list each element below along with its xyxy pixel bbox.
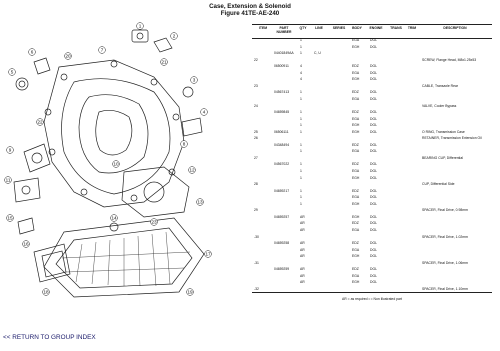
- cell-engine: DGL: [370, 227, 377, 232]
- cell-qty: 1: [300, 44, 302, 49]
- cell-body: EDZ: [352, 267, 359, 272]
- cell-item: -30: [254, 234, 259, 239]
- cell-qty: 1: [300, 162, 302, 167]
- cell-body: EGH: [352, 175, 360, 180]
- cell-body: EDZ: [352, 188, 359, 193]
- cell-qty: 1: [300, 110, 302, 115]
- svg-text:21: 21: [161, 59, 167, 65]
- svg-text:20: 20: [65, 53, 71, 59]
- cell-engine: DGL: [370, 123, 377, 128]
- col-line: LINE: [315, 26, 323, 30]
- col-series: SERIES: [332, 26, 346, 30]
- svg-text:7: 7: [100, 47, 104, 53]
- cell-part-number: 04659217: [274, 188, 290, 193]
- table-row: [252, 228, 492, 235]
- callout-18: [43, 289, 50, 296]
- callout-16: [23, 241, 30, 248]
- callout-17: [205, 251, 212, 258]
- cell-part-number: 04659259: [274, 267, 290, 272]
- cell-qty: 4: [300, 64, 302, 69]
- cell-engine: DGL: [370, 129, 377, 134]
- page-title: Case, Extension & Solenoid: [209, 3, 291, 10]
- cell-engine: DGL: [370, 267, 377, 272]
- table-divider: [252, 292, 492, 293]
- cell-engine: DGL: [370, 96, 377, 101]
- col-trim: TRIM: [407, 26, 417, 30]
- cell-part-number: 04567022: [274, 162, 290, 167]
- cell-body: EGH: [352, 201, 360, 206]
- cell-qty: 1: [300, 149, 302, 154]
- transaxle-case: [44, 60, 184, 207]
- cell-body: EGH: [352, 129, 360, 134]
- col-item: ITEM: [258, 26, 268, 30]
- cell-qty: AR: [300, 273, 305, 278]
- cell-qty: 1: [300, 188, 302, 193]
- callout-22: [37, 119, 44, 126]
- callout-20: [65, 53, 72, 60]
- svg-text:12: 12: [189, 167, 195, 173]
- cell-description: SPACER, Final Drive, 1.10mm: [422, 286, 468, 291]
- cell-engine: DGL: [370, 221, 377, 226]
- cell-body: EGA: [352, 96, 360, 101]
- svg-text:19: 19: [187, 289, 193, 295]
- cell-engine: DGL: [370, 64, 377, 69]
- extension-housing: [122, 167, 189, 217]
- cell-qty: 1: [300, 51, 302, 56]
- cell-qty: AR: [300, 221, 305, 226]
- parts-table-body: [252, 38, 492, 300]
- cell-item: 22: [254, 57, 258, 62]
- cell-engine: DGL: [370, 110, 377, 115]
- cell-description: SPACER, Final Drive, 1.06mm: [422, 260, 468, 265]
- cell-body: EDZ: [352, 142, 359, 147]
- svg-text:18: 18: [43, 289, 49, 295]
- callout-11: [5, 177, 12, 184]
- callout-2: [171, 33, 178, 40]
- cell-qty: 4: [300, 77, 302, 82]
- callout-23: [151, 219, 158, 226]
- legend: AR = as required • = Non illustrated part: [342, 297, 402, 301]
- cell-description: CUP, Differential Side: [422, 182, 455, 187]
- col-trans: TRANS: [390, 26, 402, 30]
- cell-body: EGH: [352, 280, 360, 285]
- cell-body: EGA: [352, 38, 360, 42]
- cell-description: VALVE, Cooler Bypass: [422, 103, 457, 108]
- callout-21: [161, 59, 168, 66]
- callout-7: [99, 47, 106, 54]
- cell-description: RETAINER, Transmission Extension Oil: [422, 136, 482, 141]
- cell-item: 25: [254, 129, 258, 134]
- svg-text:11: 11: [5, 177, 11, 183]
- cell-description: O RING, Transmission Case: [422, 129, 465, 134]
- callout-15: [7, 215, 14, 222]
- callout-12: [189, 167, 196, 174]
- cell-qty: 1: [300, 116, 302, 121]
- cell-body: EGH: [352, 254, 360, 259]
- table-row: [252, 195, 492, 202]
- cell-body: EGH: [352, 44, 360, 49]
- cell-part-number: 06500911: [274, 64, 289, 69]
- cell-item: -32: [254, 286, 259, 291]
- cell-engine: DGL: [370, 77, 377, 82]
- cell-qty: AR: [300, 247, 305, 252]
- cell-engine: DGL: [370, 169, 377, 173]
- col-part-number: PART NUMBER: [276, 26, 292, 34]
- cell-engine: DGL: [370, 201, 377, 206]
- parts-table-header: [252, 24, 492, 39]
- callout-4: [201, 109, 208, 116]
- callout-5: [9, 69, 16, 76]
- cell-qty: 1: [300, 96, 302, 101]
- col-qty: QTY: [299, 26, 307, 30]
- cell-engine: DGL: [370, 70, 377, 75]
- cell-description: SPACER, Final Drive, 0.98mm: [422, 208, 468, 213]
- svg-text:5: 5: [10, 69, 14, 75]
- cell-engine: DGL: [370, 90, 377, 95]
- cell-engine: DGL: [370, 175, 377, 180]
- cell-qty: 1: [300, 123, 302, 128]
- svg-text:3: 3: [192, 77, 196, 83]
- col-body: BODY: [352, 26, 362, 30]
- svg-text:22: 22: [37, 119, 43, 125]
- cell-body: EGA: [352, 169, 360, 173]
- cell-part-number: 04659845: [274, 110, 290, 115]
- cell-body: EDZ: [352, 64, 359, 69]
- exploded-parts-diagram: [4, 22, 216, 302]
- cell-qty: 1: [300, 142, 302, 147]
- cell-body: EGH: [352, 123, 360, 128]
- callout-1: [137, 23, 144, 30]
- cell-engine: DGL: [370, 188, 377, 193]
- callout-10: [113, 161, 120, 168]
- svg-text:6: 6: [30, 49, 34, 55]
- svg-text:1: 1: [138, 23, 142, 29]
- table-row: [252, 97, 492, 104]
- cell-qty: 1: [300, 90, 302, 95]
- cell-description: BEARING CUP, Differential: [422, 155, 463, 160]
- table-row: [252, 162, 492, 169]
- cell-body: EGH: [352, 214, 360, 219]
- cell-line: C, U: [314, 51, 321, 56]
- cell-qty: 1: [300, 195, 302, 200]
- table-row: [252, 64, 492, 71]
- callout-13: [197, 199, 204, 206]
- cell-part-number: 04401849AA: [274, 51, 294, 56]
- cell-engine: DGL: [370, 273, 377, 278]
- cell-item: 26: [254, 136, 258, 141]
- cell-part-number: 04659257: [274, 214, 290, 219]
- figure-number: Figure 41TE-AE-240: [220, 10, 280, 17]
- cell-qty: AR: [300, 254, 305, 259]
- cell-engine: DGL: [370, 195, 377, 200]
- return-to-group-index-link[interactable]: << RETURN TO GROUP INDEX: [3, 334, 96, 341]
- cell-qty: 4: [300, 70, 302, 75]
- cell-engine: DGL: [370, 149, 377, 154]
- svg-text:17: 17: [205, 251, 211, 257]
- cell-body: EGA: [352, 70, 360, 75]
- cell-engine: DGL: [370, 116, 377, 121]
- cell-body: EDZ: [352, 90, 359, 95]
- cell-engine: DGL: [370, 214, 377, 219]
- table-row: [252, 261, 492, 268]
- cell-item: 24: [254, 103, 258, 108]
- cell-body: EGA: [352, 273, 360, 278]
- cell-qty: AR: [300, 214, 305, 219]
- cell-body: EDZ: [352, 110, 359, 115]
- cell-description: SPACER, Final Drive, 1.02mm: [422, 234, 468, 239]
- svg-text:15: 15: [7, 215, 13, 221]
- callout-19: [187, 289, 194, 296]
- cell-engine: DGL: [370, 142, 377, 147]
- callout-6: [29, 49, 36, 56]
- cell-qty: 1: [300, 169, 302, 173]
- cell-qty: 1: [300, 38, 302, 42]
- cell-body: EGA: [352, 227, 360, 232]
- cell-engine: DGL: [370, 241, 377, 246]
- svg-text:8: 8: [182, 141, 186, 147]
- cell-qty: AR: [300, 227, 305, 232]
- svg-text:10: 10: [113, 161, 119, 167]
- svg-text:2: 2: [172, 33, 176, 39]
- cell-body: EGA: [352, 116, 360, 121]
- svg-text:13: 13: [197, 199, 203, 205]
- cell-engine: DGL: [370, 254, 377, 259]
- cell-qty: AR: [300, 267, 305, 272]
- svg-text:14: 14: [111, 215, 117, 221]
- cell-qty: AR: [300, 280, 305, 285]
- cell-body: EGA: [352, 149, 360, 154]
- cell-description: SCREW, Flange Head, M8x1.25x53: [422, 57, 477, 62]
- cell-body: EDZ: [352, 221, 359, 226]
- cell-description: CABLE, Transaxle Rear: [422, 83, 458, 88]
- cell-engine: DGL: [370, 280, 377, 285]
- cell-qty: AR: [300, 241, 305, 246]
- cell-body: EDZ: [352, 162, 359, 167]
- col-engine: ENGINE: [369, 26, 383, 30]
- cell-qty: 1: [300, 129, 302, 134]
- svg-text:23: 23: [151, 219, 157, 225]
- cell-part-number: 04348494: [274, 142, 290, 147]
- svg-text:16: 16: [23, 241, 29, 247]
- col-description: DESCRIPTION: [443, 26, 467, 30]
- cell-body: EDZ: [352, 241, 359, 246]
- callout-3: [191, 77, 198, 84]
- cell-part-number: 04567413: [274, 90, 290, 95]
- cell-item: 29: [254, 208, 258, 213]
- svg-text:4: 4: [202, 109, 206, 115]
- table-row: [252, 130, 492, 137]
- cell-item: 28: [254, 182, 258, 187]
- cell-item: 27: [254, 155, 258, 160]
- cell-engine: DGL: [370, 247, 377, 252]
- cell-engine: DGL: [370, 162, 377, 167]
- cell-body: EGA: [352, 247, 360, 252]
- svg-text:9: 9: [8, 147, 12, 153]
- cell-part-number: 06506111: [274, 129, 289, 134]
- cell-body: EGA: [352, 195, 360, 200]
- cell-part-number: 04659258: [274, 241, 290, 246]
- cell-engine: DGL: [370, 38, 377, 42]
- cell-body: EGH: [352, 77, 360, 82]
- cell-engine: DGL: [370, 44, 377, 49]
- cell-qty: 1: [300, 201, 302, 206]
- cell-qty: 1: [300, 175, 302, 180]
- callout-14: [111, 215, 118, 222]
- callout-9: [7, 147, 14, 154]
- cell-item: 23: [254, 83, 258, 88]
- cell-item: -31: [254, 260, 259, 265]
- callout-8: [181, 141, 188, 148]
